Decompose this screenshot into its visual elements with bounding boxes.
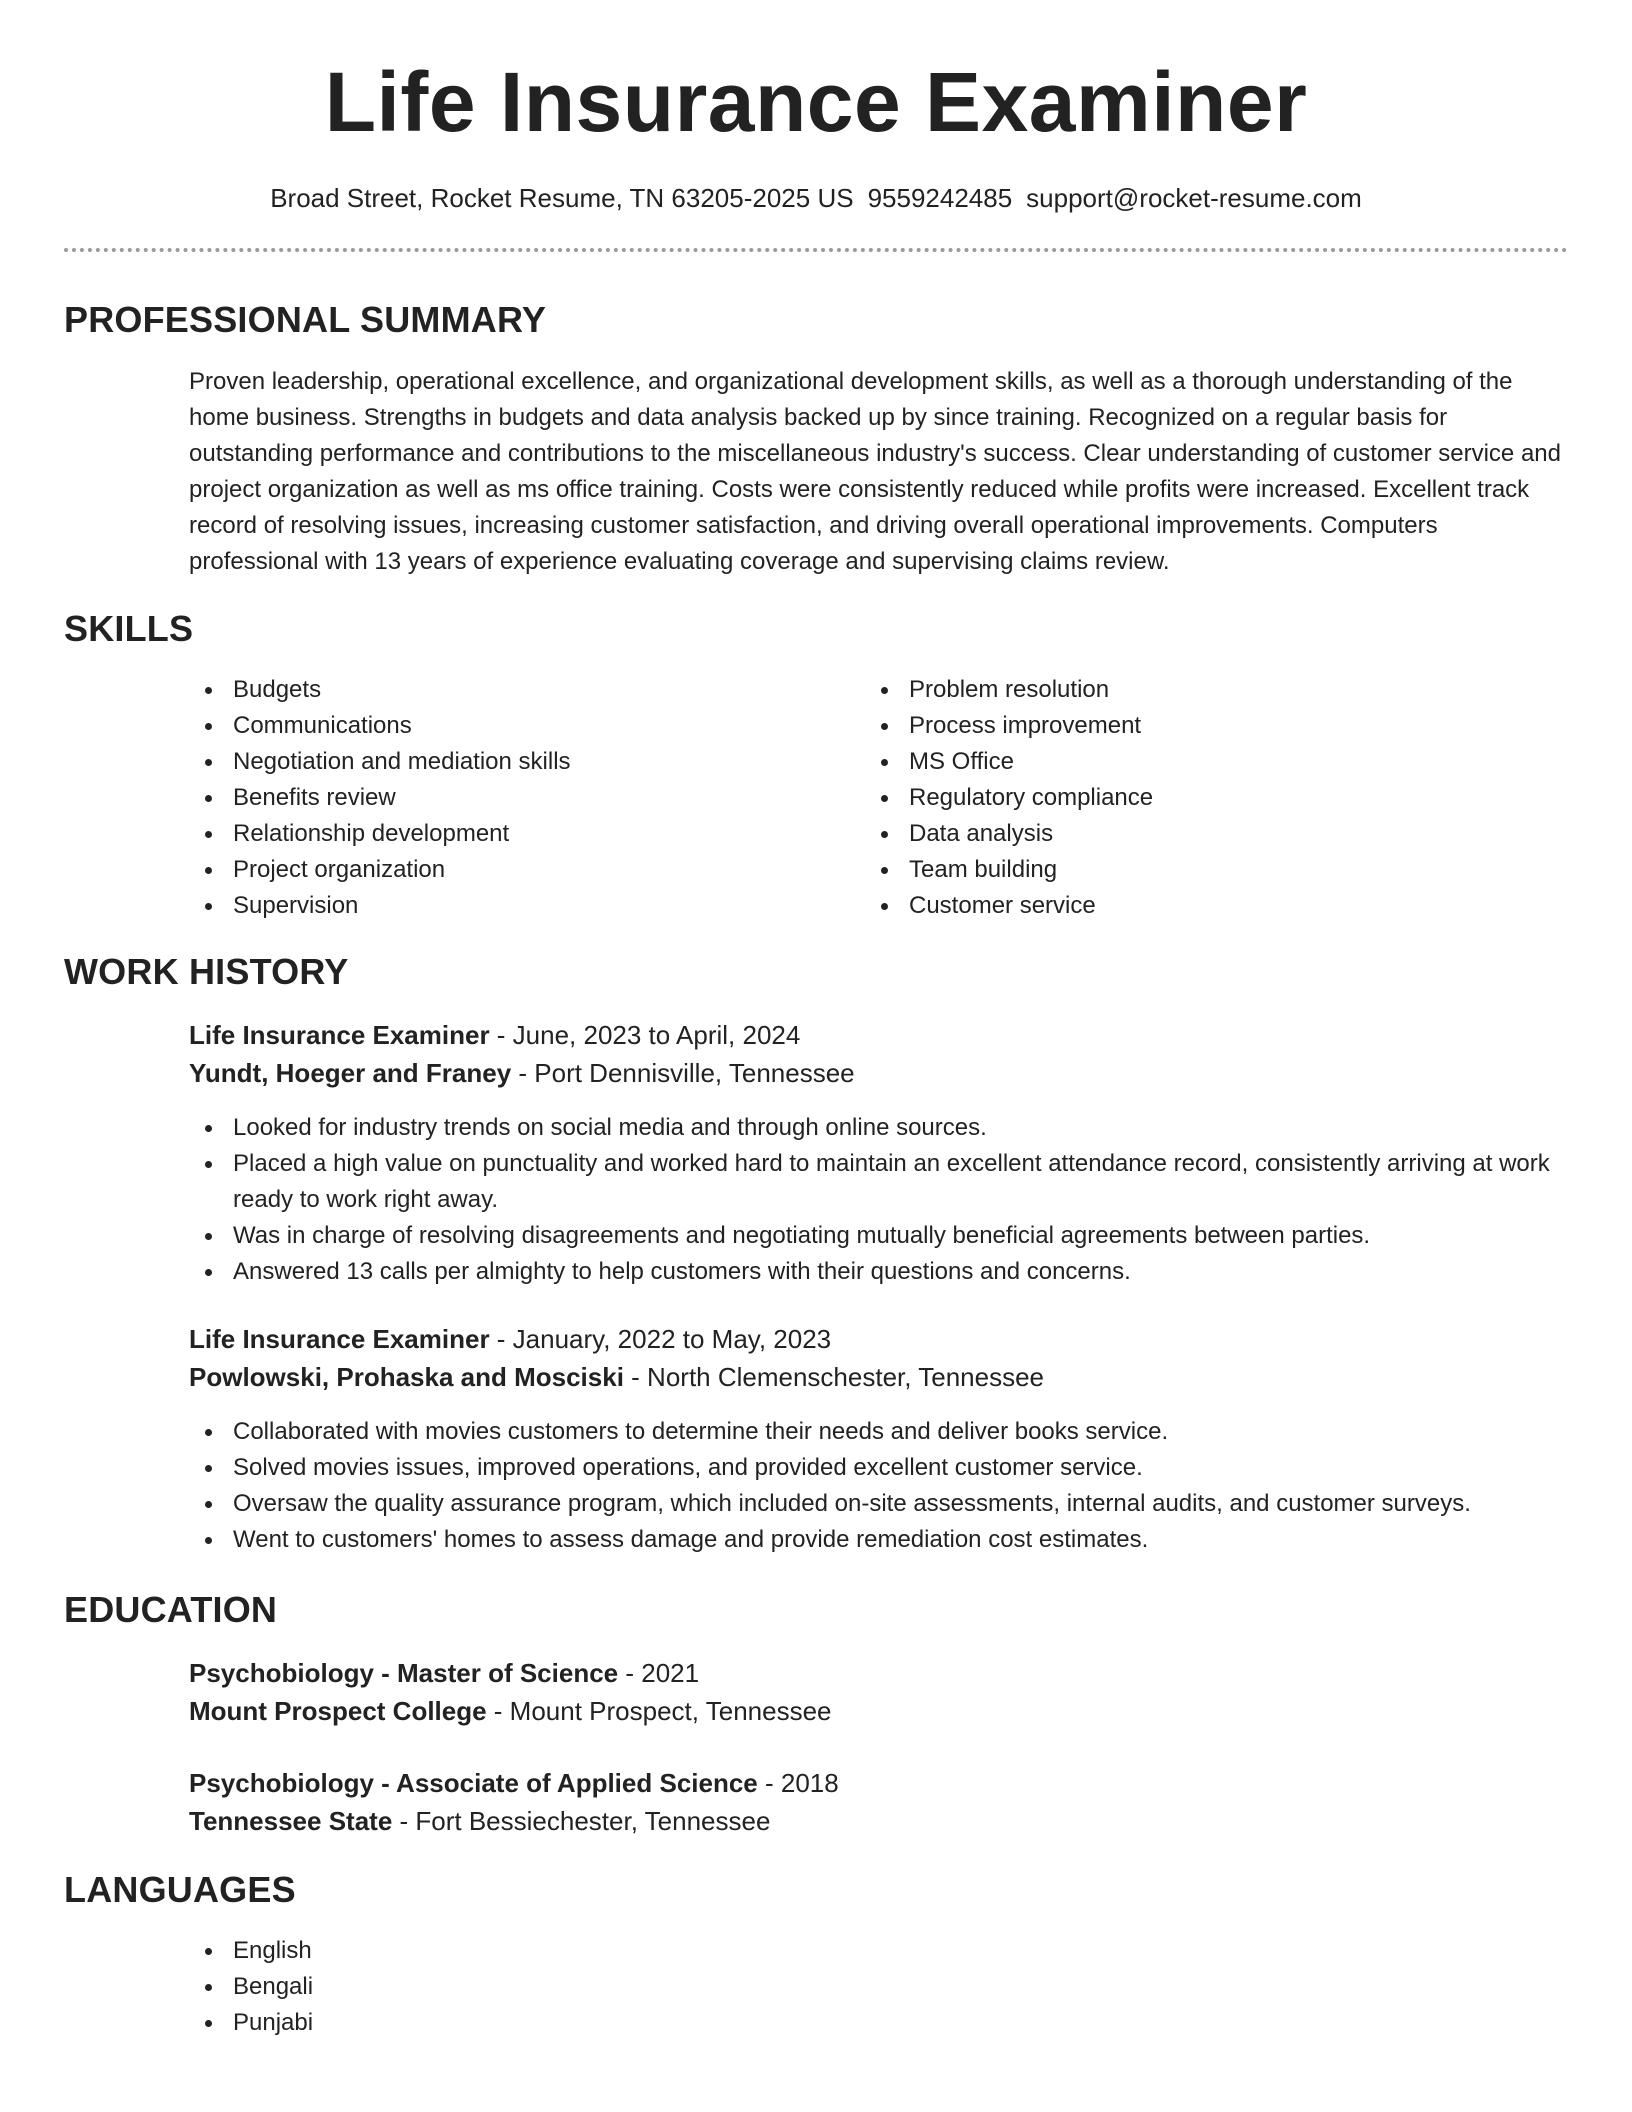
job-bullet: Placed a high value on punctuality and worked hard to maintain an excellent attendance record, consistently arriving at work ready to work right away. xyxy=(189,1146,1569,1218)
skill-item: Communications xyxy=(189,708,829,744)
section-title-languages: LANGUAGES xyxy=(64,1869,296,1910)
job-role: Life Insurance Examiner xyxy=(189,1324,490,1354)
candidate-name: Life Insurance Examiner xyxy=(324,55,1308,149)
skills-column-right xyxy=(865,672,1505,924)
job-company: Yundt, Hoeger and Franey xyxy=(189,1058,512,1088)
education-entry xyxy=(189,1654,1569,1730)
education-school-line xyxy=(189,1692,1569,1730)
education-school: Mount Prospect College xyxy=(189,1696,487,1726)
job-bullet: Solved movies issues, improved operations, and provided excellent customer service. xyxy=(189,1450,1569,1486)
header-divider xyxy=(64,248,1568,252)
skills-column-left xyxy=(189,672,829,924)
education-school: Tennessee State xyxy=(189,1806,393,1836)
contact-address: Broad Street, Rocket Resume, TN 63205-2025 US xyxy=(270,183,854,213)
skill-item: Negotiation and mediation skills xyxy=(189,744,829,780)
skill-item: Process improvement xyxy=(865,708,1505,744)
job-bullet: Looked for industry trends on social media and through online sources. xyxy=(189,1110,1569,1146)
summary-block xyxy=(189,364,1569,580)
language-item: English xyxy=(189,1933,1569,1969)
job-title-line xyxy=(189,1016,1569,1054)
skill-item: Regulatory compliance xyxy=(865,780,1505,816)
job-company-line xyxy=(189,1358,1569,1396)
job-title-line xyxy=(189,1320,1569,1358)
skill-item: Data analysis xyxy=(865,816,1505,852)
section-title-education: EDUCATION xyxy=(64,1589,278,1630)
job-company: Powlowski, Prohaska and Mosciski xyxy=(189,1362,624,1392)
education-year: - 2018 xyxy=(757,1768,839,1798)
skill-item: Customer service xyxy=(865,888,1505,924)
skill-item: Problem resolution xyxy=(865,672,1505,708)
job-entry xyxy=(189,1016,1569,1092)
education-entry xyxy=(189,1764,1569,1840)
job-bullet: Collaborated with movies customers to determine their needs and deliver books service. xyxy=(189,1414,1569,1450)
job-location: - Port Dennisville, Tennessee xyxy=(511,1058,855,1088)
job-dates: - June, 2023 to April, 2024 xyxy=(489,1020,801,1050)
languages-list xyxy=(189,1933,1569,2041)
section-title-skills: SKILLS xyxy=(64,608,194,649)
job-entry xyxy=(189,1320,1569,1396)
job-bullets xyxy=(189,1110,1569,1290)
skill-item: Benefits review xyxy=(189,780,829,816)
skill-item: Project organization xyxy=(189,852,829,888)
education-location: - Mount Prospect, Tennessee xyxy=(486,1696,832,1726)
job-role: Life Insurance Examiner xyxy=(189,1020,490,1050)
job-bullet: Oversaw the quality assurance program, which included on-site assessments, internal audits, and customer surveys. xyxy=(189,1486,1569,1522)
job-company-line xyxy=(189,1054,1569,1092)
job-bullet: Answered 13 calls per almighty to help customers with their questions and concerns. xyxy=(189,1254,1569,1290)
job-dates: - January, 2022 to May, 2023 xyxy=(489,1324,832,1354)
skill-item: MS Office xyxy=(865,744,1505,780)
skill-item: Supervision xyxy=(189,888,829,924)
education-location: - Fort Bessiechester, Tennessee xyxy=(392,1806,771,1836)
education-school-line xyxy=(189,1802,1569,1840)
summary-text: Proven leadership, operational excellence, and organizational development skills, as well as a thorough understanding of the home business. Strengths in budgets and data analysis backed up by since training. Recognized on a regular basis for outstanding performance and contributions to the miscellaneous industry's success. Clear understanding of customer service and project organization as well as ms office training. Costs were consistently reduced while profits were increased. Excellent track record of resolving issues, increasing customer satisfaction, and driving overall operational improvements. Computers professional with 13 years of experience evaluating coverage and supervising claims review. xyxy=(189,368,1561,575)
education-degree: Psychobiology - Master of Science xyxy=(189,1658,619,1688)
education-degree: Psychobiology - Associate of Applied Science xyxy=(189,1768,758,1798)
contact-phone: 9559242485 xyxy=(867,183,1013,213)
education-degree-line xyxy=(189,1764,1569,1802)
language-item: Punjabi xyxy=(189,2005,1569,2041)
job-bullets xyxy=(189,1414,1569,1558)
skill-item: Team building xyxy=(865,852,1505,888)
education-year: - 2021 xyxy=(618,1658,700,1688)
section-title-summary: PROFESSIONAL SUMMARY xyxy=(64,299,547,340)
section-title-work: WORK HISTORY xyxy=(64,951,349,992)
education-degree-line xyxy=(189,1654,1569,1692)
contact-email: support@rocket-resume.com xyxy=(1026,183,1362,213)
job-bullet: Was in charge of resolving disagreements and negotiating mutually beneficial agreements between parties. xyxy=(189,1218,1569,1254)
job-bullet: Went to customers' homes to assess damage and provide remediation cost estimates. xyxy=(189,1522,1569,1558)
contact-line xyxy=(0,180,1632,216)
job-location: - North Clemenschester, Tennessee xyxy=(623,1362,1044,1392)
skill-item: Budgets xyxy=(189,672,829,708)
language-item: Bengali xyxy=(189,1969,1569,2005)
skill-item: Relationship development xyxy=(189,816,829,852)
